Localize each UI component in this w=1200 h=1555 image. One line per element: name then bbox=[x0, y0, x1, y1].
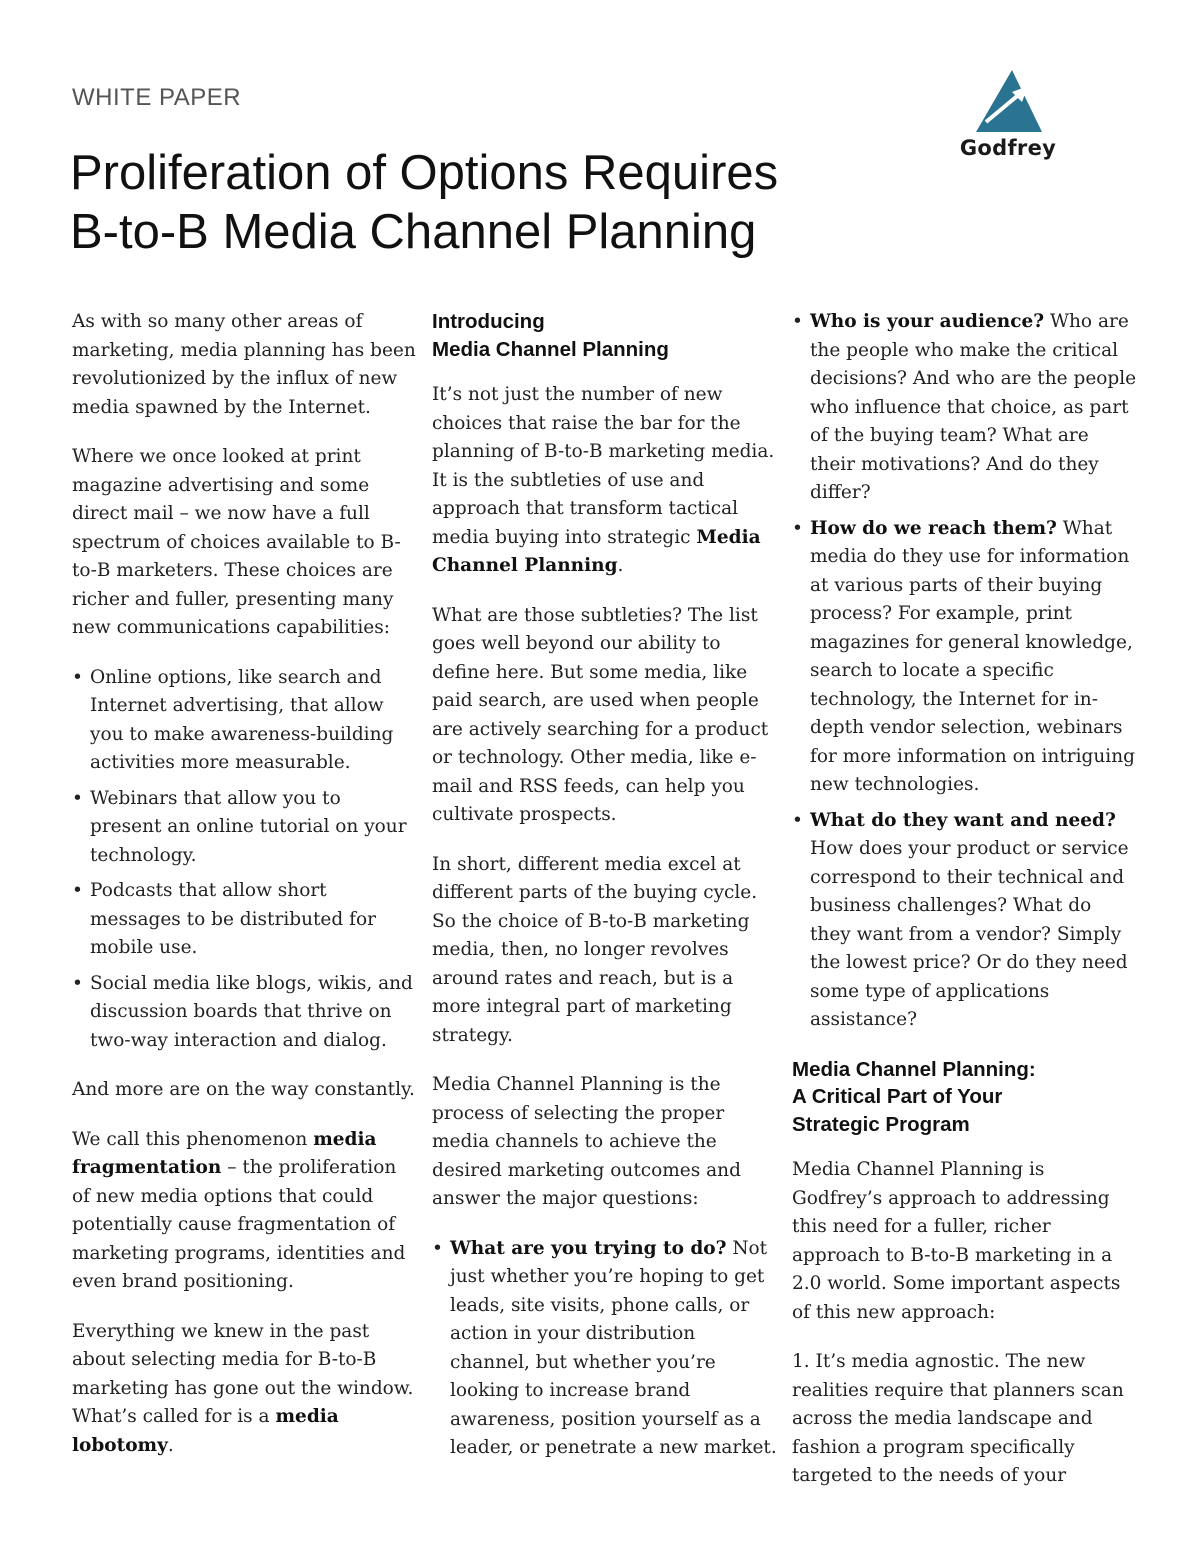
column-1 bbox=[72, 308, 417, 1481]
paragraph bbox=[72, 1318, 417, 1461]
heading-line: Media Channel Planning: bbox=[792, 1057, 1036, 1081]
section-heading bbox=[792, 1056, 1137, 1139]
paragraph: What are those subtleties? The list goes well beyond our ability to define here. But some media, like paid search, are used when people are actively searching for a product or technology. Other media, like e-mail and RSS feeds, can help you cultivate prospects. bbox=[432, 604, 769, 825]
text-run: Who are the people who make the critical decisions? And who are the people who influence that choice, as part of the buying team? What are their motivations? And do they differ? bbox=[810, 311, 1137, 503]
heading-line: Strategic Program bbox=[792, 1112, 970, 1136]
list-item bbox=[792, 807, 1137, 1035]
list-item bbox=[792, 308, 1137, 508]
list-item: • Social media like blogs, wikis, and discussion boards that thrive on two-way interaction and dialog. bbox=[72, 970, 417, 1056]
text-run: Not just whether you’re hoping to get leads, site visits, phone calls, or action in your distribution channel, but whether you’re looking to increase brand awareness, position yourself as a leader, or penetrate a new market. bbox=[450, 1237, 777, 1458]
paragraph: As with so many other areas of marketing, media planning has been revolutionized by the influx of new media spawned by the Internet. bbox=[72, 311, 416, 418]
bold-term: media fragmentation bbox=[72, 1128, 377, 1178]
paragraph: And more are on the way constantly. bbox=[72, 1079, 415, 1100]
godfrey-logo bbox=[944, 70, 1072, 162]
paragraph: Where we once looked at print magazine advertising and some direct mail – we now have a full spectrum of choices available to B-to-B marketers. These choices are richer and fuller, presenting many new communications capabilities: bbox=[72, 446, 401, 638]
bullet-list bbox=[792, 308, 1137, 1035]
text-run: What media do they use for information at various parts of their buying process? For example, print magazines for general knowledge, search to locate a specific technology, the Internet for in-depth vendor selection, webinars for more information on intriguing new technologies. bbox=[810, 517, 1135, 795]
column-3 bbox=[792, 308, 1137, 1512]
paragraph: Media Channel Planning is the process of selecting the proper media channels to achieve the desired marketing outcomes and answer the major questions: bbox=[432, 1074, 741, 1209]
paragraph bbox=[432, 381, 777, 581]
paragraph bbox=[72, 1126, 417, 1297]
paragraph: In short, different media excel at different parts of the buying cycle. So the choice of B-to-B marketing media, then, no longer revolves around rates and reach, but is a more integral part of marketing strategy. bbox=[432, 853, 758, 1046]
heading-line: A Critical Part of Your bbox=[792, 1085, 1003, 1108]
document-kicker: WHITE PAPER bbox=[72, 84, 242, 111]
section-heading bbox=[432, 308, 777, 363]
text-run: Everything we knew in the past about selecting media for B-to-B marketing has gone out the window. What’s called for is a bbox=[72, 1320, 414, 1427]
bold-term: How do we reach them? bbox=[810, 517, 1057, 539]
text-run: . bbox=[617, 555, 624, 576]
text-run: – the proliferation of new media options that could potentially cause fragmentation of marketing programs, identities and even brand positioning. bbox=[72, 1157, 406, 1292]
godfrey-triangle-arrow-icon bbox=[976, 70, 1042, 132]
heading-line: Introducing bbox=[432, 310, 545, 333]
list-item: • Online options, like search and Internet advertising, that allow you to make awareness-building activities more measurable. bbox=[72, 664, 417, 778]
bold-term: What do they want and need? bbox=[810, 809, 1116, 831]
bold-term: Media Channel Planning bbox=[432, 526, 761, 576]
text-run: How does your product or service correspond to their technical and business challenges? What do they want from a vendor? Simply the lowest price? Or do they need some type of applications assistance? bbox=[810, 838, 1129, 1030]
paragraph: Media Channel Planning is Godfrey’s approach to addressing this need for a fuller, richer approach to B-to-B marketing in a 2.0 world. Some important aspects of this new approach: bbox=[792, 1159, 1121, 1323]
godfrey-logo-text: Godfrey bbox=[959, 136, 1057, 160]
bold-term: What are you trying to do? bbox=[450, 1237, 727, 1259]
column-2 bbox=[432, 308, 777, 1484]
bullet-list bbox=[72, 664, 417, 1056]
bold-term: media lobotomy bbox=[72, 1406, 339, 1456]
paragraph: 1. It’s media agnostic. The new realities require that planners scan across the media landscape and fashion a program specifically targeted to the needs of your bbox=[792, 1351, 1124, 1486]
page-title-line-2: B-to-B Media Channel Planning bbox=[70, 205, 757, 259]
page-title bbox=[70, 144, 778, 262]
bold-term: Who is your audience? bbox=[810, 311, 1045, 332]
list-item bbox=[792, 515, 1137, 800]
list-item: • Webinars that allow you to present an online tutorial on your technology. bbox=[72, 785, 417, 871]
text-run: We call this phenomenon bbox=[72, 1128, 314, 1150]
text-run: . bbox=[167, 1434, 174, 1456]
heading-line: Media Channel Planning bbox=[432, 337, 669, 361]
page-title-line-1: Proliferation of Options Requires bbox=[70, 146, 779, 200]
bullet-list bbox=[432, 1235, 777, 1463]
text-run: It’s not just the number of new choices that raise the bar for the planning of B-to-B marketing media. It is the subtleties of use and approach that transform tactical media buying into strategic bbox=[432, 384, 775, 548]
list-item: • Podcasts that allow short messages to be distributed for mobile use. bbox=[72, 877, 417, 963]
list-item bbox=[432, 1235, 777, 1463]
